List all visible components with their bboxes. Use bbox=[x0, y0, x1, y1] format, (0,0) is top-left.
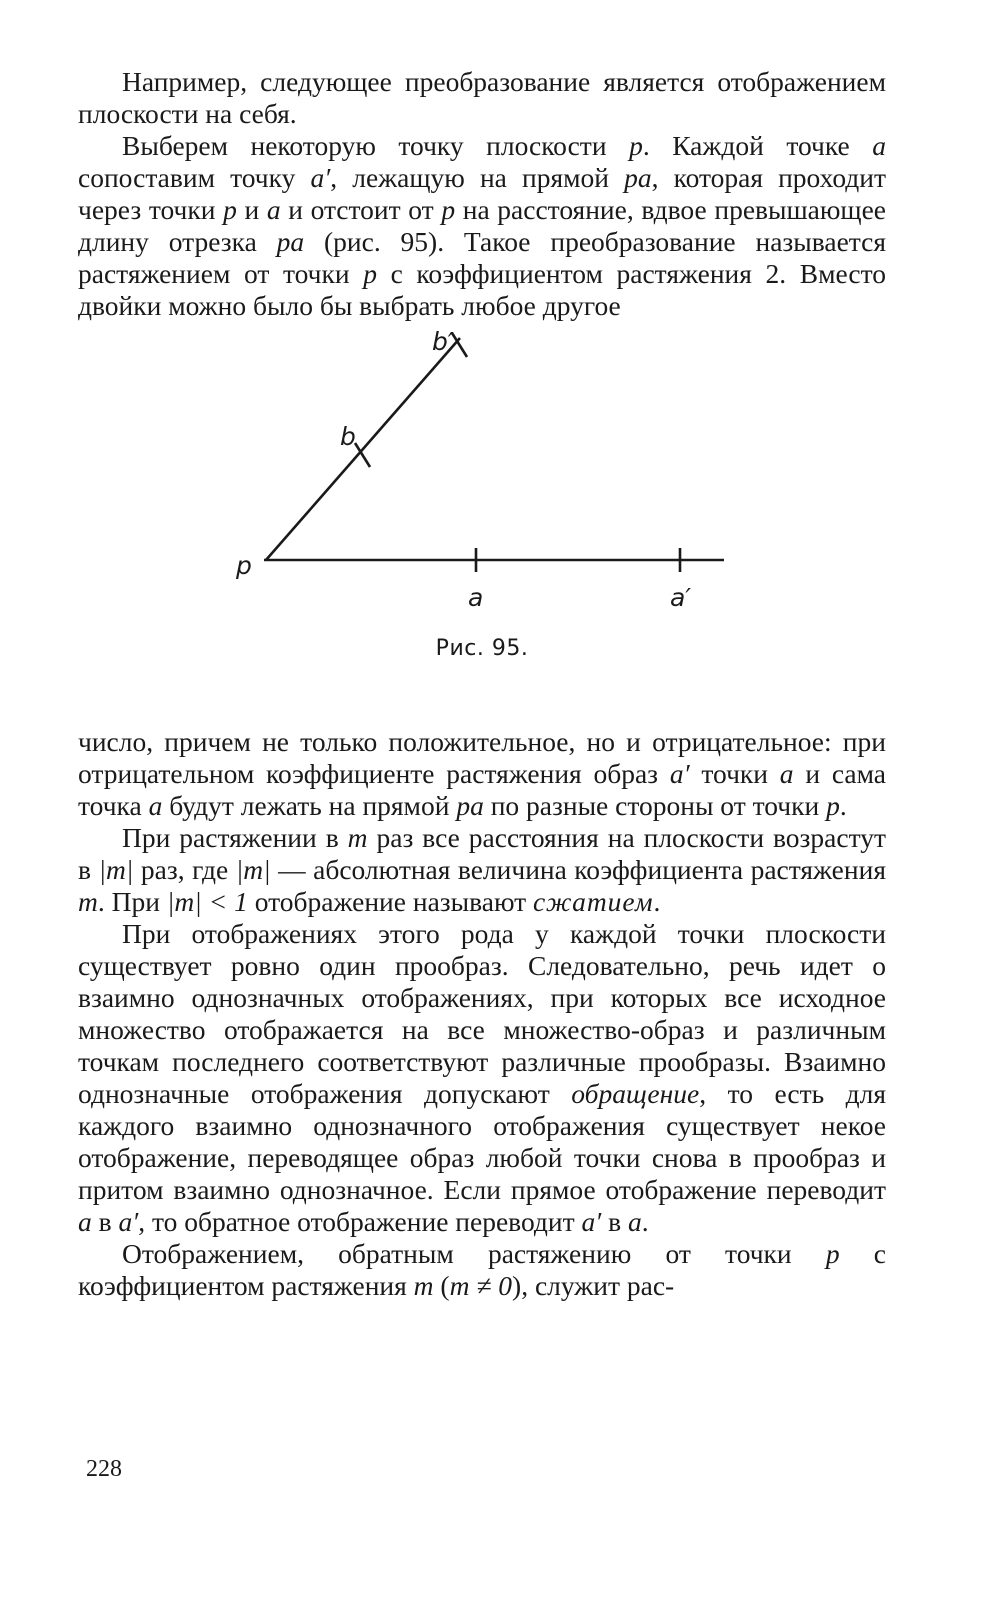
text-run: , которая проходит через точки bbox=[78, 162, 887, 225]
text-run: Отображением, обратным растяжению от точки bbox=[122, 1238, 826, 1269]
text-run: Выберем некоторую точку плоскости bbox=[122, 130, 630, 161]
math-var: a bbox=[779, 758, 794, 789]
paragraph-inversion bbox=[78, 918, 886, 1238]
text-run: на расстояние, вдвое превышающее длину отрезка bbox=[78, 194, 887, 257]
math-var: pa bbox=[456, 790, 484, 821]
figure-95 bbox=[78, 330, 886, 712]
text-run: При растяжении в bbox=[122, 822, 348, 853]
text-run: (рис. 95). Такое преобразование называется растяжением от точки bbox=[78, 226, 886, 289]
label-a: a bbox=[468, 583, 484, 612]
math-var: pa bbox=[276, 226, 305, 257]
text-run: . bbox=[641, 1206, 649, 1237]
text-run: число, причем не только положительное, но и отрицательное: при отрицательном коэффициенте растяжения образ bbox=[78, 726, 886, 789]
math-var: p bbox=[825, 1238, 840, 1269]
text-run: сопоставим точку bbox=[78, 162, 311, 193]
text-run: в bbox=[601, 1206, 629, 1237]
text-run: . bbox=[653, 886, 661, 917]
text-run: отображение называют bbox=[247, 886, 534, 917]
math-var: m bbox=[78, 886, 98, 917]
label-p: p bbox=[236, 551, 252, 580]
figure-caption: Рис. 95. bbox=[435, 636, 529, 661]
text-run: . Каждой точке bbox=[642, 130, 873, 161]
text-run: по разные стороны от точки bbox=[483, 790, 827, 821]
paragraph-stretch-definition bbox=[78, 130, 886, 322]
paragraph-inverse-stretch bbox=[78, 1238, 886, 1302]
text-run: и bbox=[236, 194, 267, 225]
text-run: , лежащую на прямой bbox=[330, 162, 625, 193]
math-var: m bbox=[413, 1270, 434, 1301]
text-run: Например, следующее преобразование является отображением плоскости на себя. bbox=[78, 66, 886, 129]
math-var: a′ bbox=[581, 1206, 602, 1237]
text-run: и отстоит от bbox=[280, 194, 442, 225]
math-var: p bbox=[223, 194, 237, 225]
ray-p-b-prime bbox=[266, 338, 460, 560]
text-run: . При bbox=[97, 886, 167, 917]
text-run: — абсолютная величина коэффициента растяжения bbox=[270, 854, 886, 885]
text-run: в bbox=[91, 1206, 119, 1237]
label-a-prime: a′ bbox=[670, 583, 691, 612]
math-expression: |m| bbox=[235, 854, 271, 885]
math-var: a bbox=[148, 790, 163, 821]
text-run: будут лежать на прямой bbox=[162, 790, 457, 821]
text-run: ), служит рас- bbox=[512, 1270, 675, 1301]
math-var: a bbox=[872, 130, 886, 161]
page-number: 228 bbox=[86, 1456, 122, 1482]
math-var: p bbox=[441, 194, 456, 225]
page-body bbox=[78, 66, 886, 1302]
text-run: с коэффициентом растяжения bbox=[78, 1238, 886, 1301]
paragraph-compression bbox=[78, 822, 886, 918]
math-var: a bbox=[628, 1206, 642, 1237]
math-var: a bbox=[78, 1206, 92, 1237]
math-var: a′ bbox=[310, 162, 331, 193]
paragraph-example-intro bbox=[78, 66, 886, 130]
text-run: с коэффициентом растяжения 2. Вместо двойки можно было бы выбрать любое другое bbox=[78, 258, 887, 321]
text-run: и сама точка bbox=[78, 758, 886, 821]
math-expression: m ≠ 0 bbox=[449, 1270, 513, 1301]
paragraph-negative-coefficient bbox=[78, 726, 886, 822]
label-b-prime: b′ bbox=[432, 330, 454, 356]
math-var: m bbox=[347, 822, 368, 853]
math-var: a′ bbox=[669, 758, 690, 789]
math-var: a bbox=[266, 194, 281, 225]
text-run: раз, где bbox=[133, 854, 236, 885]
math-var: p bbox=[826, 790, 840, 821]
text-run: точки bbox=[689, 758, 780, 789]
math-var: p bbox=[363, 258, 377, 289]
math-var: a′ bbox=[118, 1206, 139, 1237]
stretch-diagram bbox=[78, 330, 886, 630]
text-run: . bbox=[839, 790, 847, 821]
term-compression: сжатием bbox=[533, 886, 654, 917]
term-inversion: обращение bbox=[571, 1078, 700, 1109]
text-run: ( bbox=[433, 1270, 450, 1301]
math-var: pa bbox=[624, 162, 652, 193]
label-b: b bbox=[340, 422, 356, 451]
text-run: , то обратное отображение переводит bbox=[138, 1206, 582, 1237]
text-run: При отображениях этого рода у каждой точки плоскости существует ровно один прообраз. Следовательно, речь идет о взаимно однозначных отображениях, при которых все исходное множество отображается на все множество-образ и различным точкам последнего соответствуют различные прообразы. Взаимно однозначные отображения допускают bbox=[78, 918, 886, 1109]
text-run: , то есть для каждого взаимно однозначного отображения существует некое отображение, переводящее образ любой точки снова в прообраз и притом взаимно однозначное. Если прямое отображение переводит bbox=[78, 1078, 886, 1205]
math-expression: |m| bbox=[98, 854, 134, 885]
text-run: раз все расстояния на плоскости возрастут в bbox=[78, 822, 886, 885]
math-var: p bbox=[629, 130, 643, 161]
math-expression: |m| < 1 bbox=[166, 886, 248, 917]
